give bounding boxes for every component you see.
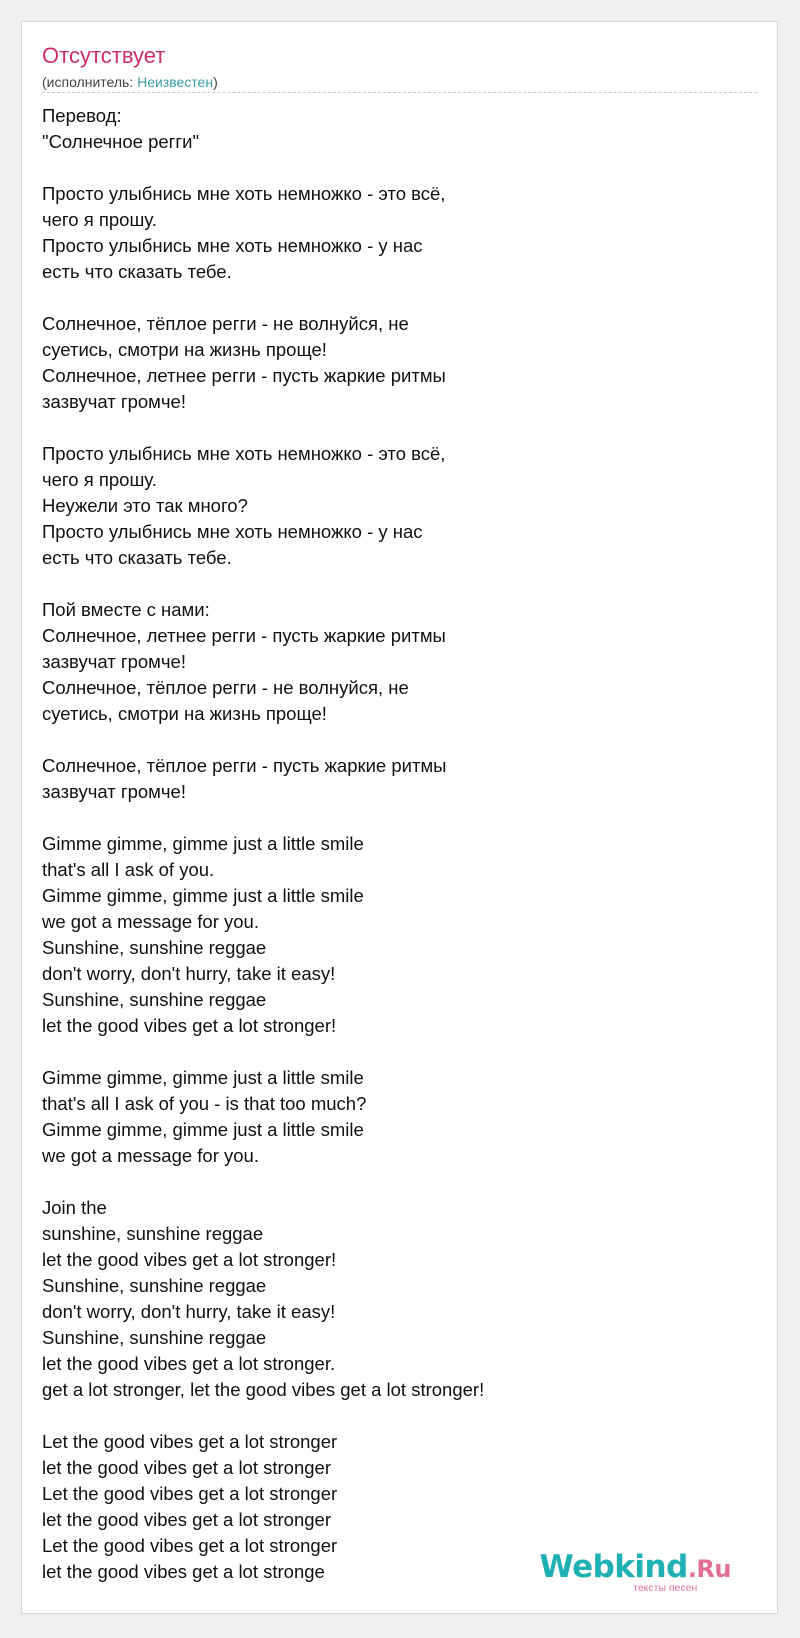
lyric-line: Gimme gimme, gimme just a little smile	[42, 885, 364, 906]
lyric-line: don't worry, don't hurry, take it easy!	[42, 1301, 336, 1322]
lyric-line: we got a message for you.	[42, 1145, 259, 1166]
lyric-blank-line	[42, 415, 757, 441]
artist-suffix: )	[213, 74, 218, 90]
lyric-line: чего я прошу.	[42, 469, 157, 490]
lyric-line: let the good vibes get a lot stronger	[42, 1509, 331, 1530]
lyric-line: Солнечное, тёплое регги - не волнуйся, не	[42, 677, 409, 698]
lyric-line: Gimme gimme, gimme just a little smile	[42, 833, 364, 854]
lyric-line: чего я прошу.	[42, 209, 157, 230]
lyric-line: let the good vibes get a lot stronger	[42, 1457, 331, 1478]
lyric-line: Солнечное, тёплое регги - пусть жаркие ритмы	[42, 755, 447, 776]
logo-suffix: .Ru	[687, 1555, 731, 1583]
lyric-line: есть что сказать тебе.	[42, 261, 232, 282]
lyric-line: let the good vibes get a lot stronger.	[42, 1353, 336, 1374]
lyric-blank-line	[42, 571, 757, 597]
lyric-blank-line	[42, 155, 757, 181]
lyric-line: we got a message for you.	[42, 911, 259, 932]
lyric-line: Let the good vibes get a lot stronger	[42, 1535, 338, 1556]
lyric-line: Gimme gimme, gimme just a little smile	[42, 1119, 364, 1140]
lyric-line: that's all I ask of you.	[42, 859, 215, 880]
lyric-line: суетись, смотри на жизнь проще!	[42, 703, 327, 724]
lyric-line: let the good vibes get a lot stronge	[42, 1561, 325, 1582]
lyric-line: Sunshine, sunshine reggae	[42, 989, 267, 1010]
lyric-line: суетись, смотри на жизнь проще!	[42, 339, 327, 360]
lyric-line: Неужели это так много?	[42, 495, 248, 516]
lyric-line: let the good vibes get a lot stronger!	[42, 1015, 337, 1036]
logo-tagline: тексты песен	[633, 1582, 698, 1594]
lyric-line: Let the good vibes get a lot stronger	[42, 1431, 338, 1452]
lyric-line: есть что сказать тебе.	[42, 547, 232, 568]
artist-link[interactable]: Неизвестен	[137, 74, 214, 90]
lyric-line: that's all I ask of you - is that too much?	[42, 1093, 367, 1114]
lyric-blank-line	[42, 1403, 757, 1429]
lyrics-card	[21, 21, 778, 1614]
lyric-line: let the good vibes get a lot stronger!	[42, 1249, 337, 1270]
lyric-line: Солнечное, летнее регги - пусть жаркие ритмы	[42, 625, 446, 646]
lyric-blank-line	[42, 727, 757, 753]
lyric-line: зазвучат громче!	[42, 391, 186, 412]
lyric-line: Солнечное, тёплое регги - не волнуйся, не	[42, 313, 409, 334]
lyric-line: sunshine, sunshine reggae	[42, 1223, 264, 1244]
lyrics-text	[42, 103, 757, 1585]
site-logo[interactable]	[540, 1551, 732, 1593]
artist-prefix: (исполнитель:	[42, 74, 138, 90]
lyric-line: get a lot stronger, let the good vibes get a lot stronger!	[42, 1379, 485, 1400]
lyric-line: Перевод:	[42, 105, 122, 126]
lyric-line: Gimme gimme, gimme just a little smile	[42, 1067, 364, 1088]
logo-wordmark	[540, 1551, 732, 1585]
lyric-blank-line	[42, 1169, 757, 1195]
lyric-blank-line	[42, 1039, 757, 1065]
lyric-line: Просто улыбнись мне хоть немножко - это всё,	[42, 443, 446, 464]
logo-main-text: Webkind	[539, 1549, 688, 1585]
lyric-line: Sunshine, sunshine reggae	[42, 1327, 267, 1348]
lyric-line: Просто улыбнись мне хоть немножко - это всё,	[42, 183, 446, 204]
lyric-blank-line	[42, 285, 757, 311]
artist-line	[42, 73, 218, 91]
lyric-line: "Солнечное регги"	[42, 131, 200, 152]
lyric-line: Let the good vibes get a lot stronger	[42, 1483, 338, 1504]
lyric-line: Пой вместе с нами:	[42, 599, 210, 620]
lyric-line: Sunshine, sunshine reggae	[42, 937, 267, 958]
header-divider	[42, 92, 757, 93]
lyric-line: Просто улыбнись мне хоть немножко - у нас	[42, 235, 423, 256]
song-title: Отсутствует	[42, 43, 166, 68]
lyric-line: don't worry, don't hurry, take it easy!	[42, 963, 336, 984]
lyric-line: Join the	[42, 1197, 107, 1218]
lyric-line: зазвучат громче!	[42, 651, 186, 672]
lyric-blank-line	[42, 805, 757, 831]
lyric-line: Солнечное, летнее регги - пусть жаркие ритмы	[42, 365, 446, 386]
lyric-line: Sunshine, sunshine reggae	[42, 1275, 267, 1296]
lyric-line: зазвучат громче!	[42, 781, 186, 802]
lyric-line: Просто улыбнись мне хоть немножко - у нас	[42, 521, 423, 542]
